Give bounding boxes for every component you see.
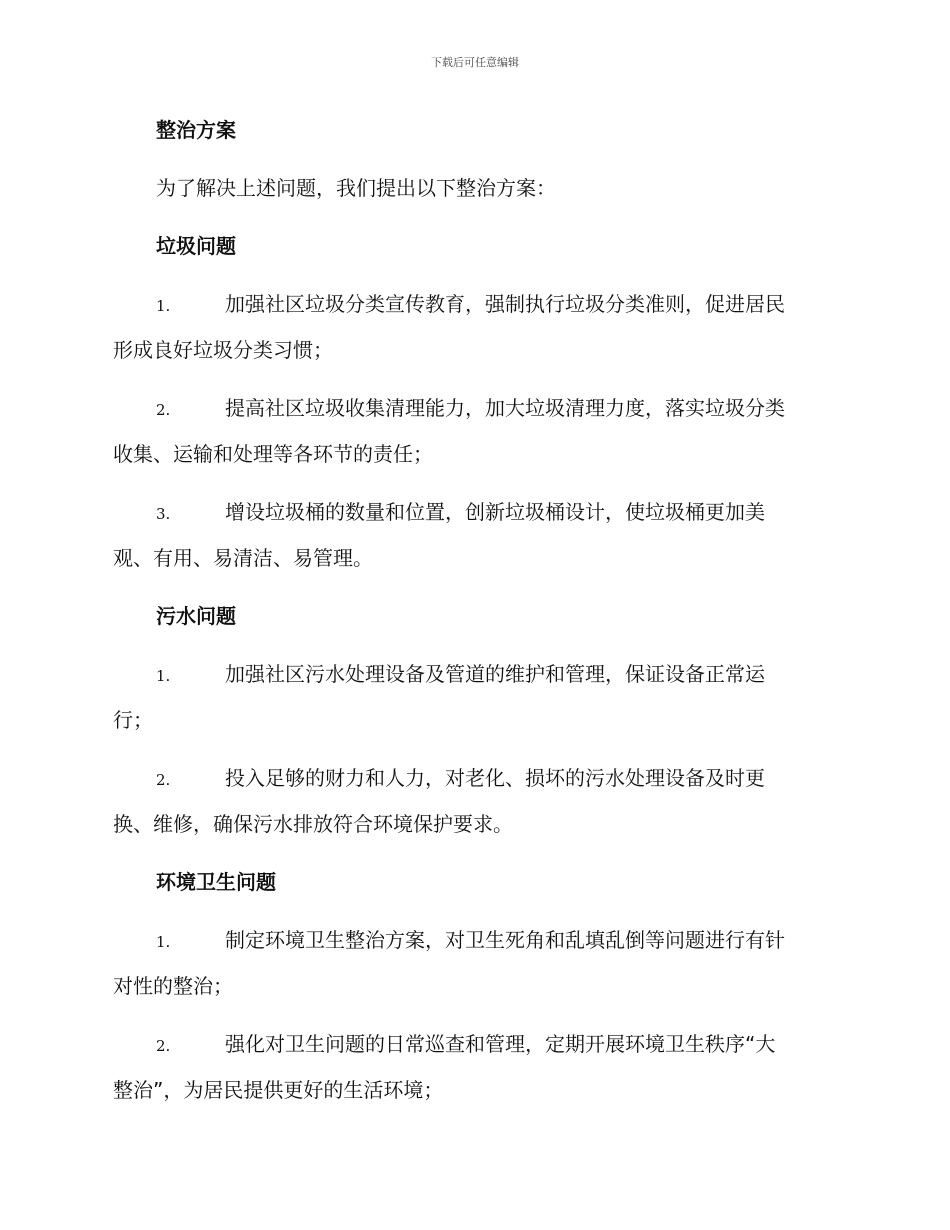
list-item-number: 1. xyxy=(156,933,171,951)
list-item xyxy=(113,1027,838,1107)
list-item-text: 加强社区污水处理设备及管道的维护和管理，保证设备正常运 xyxy=(225,662,765,686)
list-item-text: 强化对卫生问题的日常巡查和管理，定期开展环境卫生秩序“大 xyxy=(225,1032,776,1056)
list-item xyxy=(113,923,838,1003)
list-item-text-continued: 对性的整治； xyxy=(113,974,233,998)
list-item-text: 增设垃圾桶的数量和位置，创新垃圾桶设计，使垃圾桶更加美 xyxy=(225,500,765,524)
list-item-text: 加强社区垃圾分类宣传教育，强制执行垃圾分类准则，促进居民 xyxy=(225,292,785,316)
list-item-text-continued: 观、有用、易清洁、易管理。 xyxy=(113,546,373,570)
section-garbage xyxy=(113,229,838,575)
list-item-text-continued: 收集、运输和处理等各环节的责任； xyxy=(113,442,433,466)
section-sewage xyxy=(113,599,838,841)
list-item-number: 2. xyxy=(156,401,171,419)
list-item xyxy=(113,657,838,737)
list-item xyxy=(113,761,838,841)
list-item xyxy=(113,495,838,575)
list-item-number: 1. xyxy=(156,297,171,315)
list-item-text: 投入足够的财力和人力，对老化、损坏的污水处理设备及时更 xyxy=(225,766,765,790)
list-item xyxy=(113,391,838,471)
document-title: 整治方案 xyxy=(156,118,236,142)
section-heading: 垃圾问题 xyxy=(156,234,236,258)
list-item-number: 2. xyxy=(156,1037,171,1055)
list-item-text-continued: 行； xyxy=(113,708,153,732)
list-item-number: 2. xyxy=(156,771,171,789)
list-item-number: 1. xyxy=(156,667,171,685)
list-item-text: 制定环境卫生整治方案，对卫生死角和乱填乱倒等问题进行有针 xyxy=(225,928,785,952)
page-header-note: 下载后可任意编辑 xyxy=(431,56,519,69)
list-item-text-continued: 形成良好垃圾分类习惯； xyxy=(113,338,333,362)
section-sanitation xyxy=(113,865,838,1107)
list-item-text-continued: 换、维修，确保污水排放符合环境保护要求。 xyxy=(113,812,513,836)
list-item-text: 提高社区垃圾收集清理能力，加大垃圾清理力度，落实垃圾分类 xyxy=(225,396,785,420)
list-item-number: 3. xyxy=(156,505,171,523)
document-body xyxy=(113,113,838,1131)
intro-paragraph: 为了解决上述问题，我们提出以下整治方案： xyxy=(156,176,556,200)
section-heading: 环境卫生问题 xyxy=(156,870,276,894)
list-item xyxy=(113,287,838,367)
list-item-text-continued: 整治”，为居民提供更好的生活环境； xyxy=(113,1078,444,1102)
section-heading: 污水问题 xyxy=(156,604,236,628)
